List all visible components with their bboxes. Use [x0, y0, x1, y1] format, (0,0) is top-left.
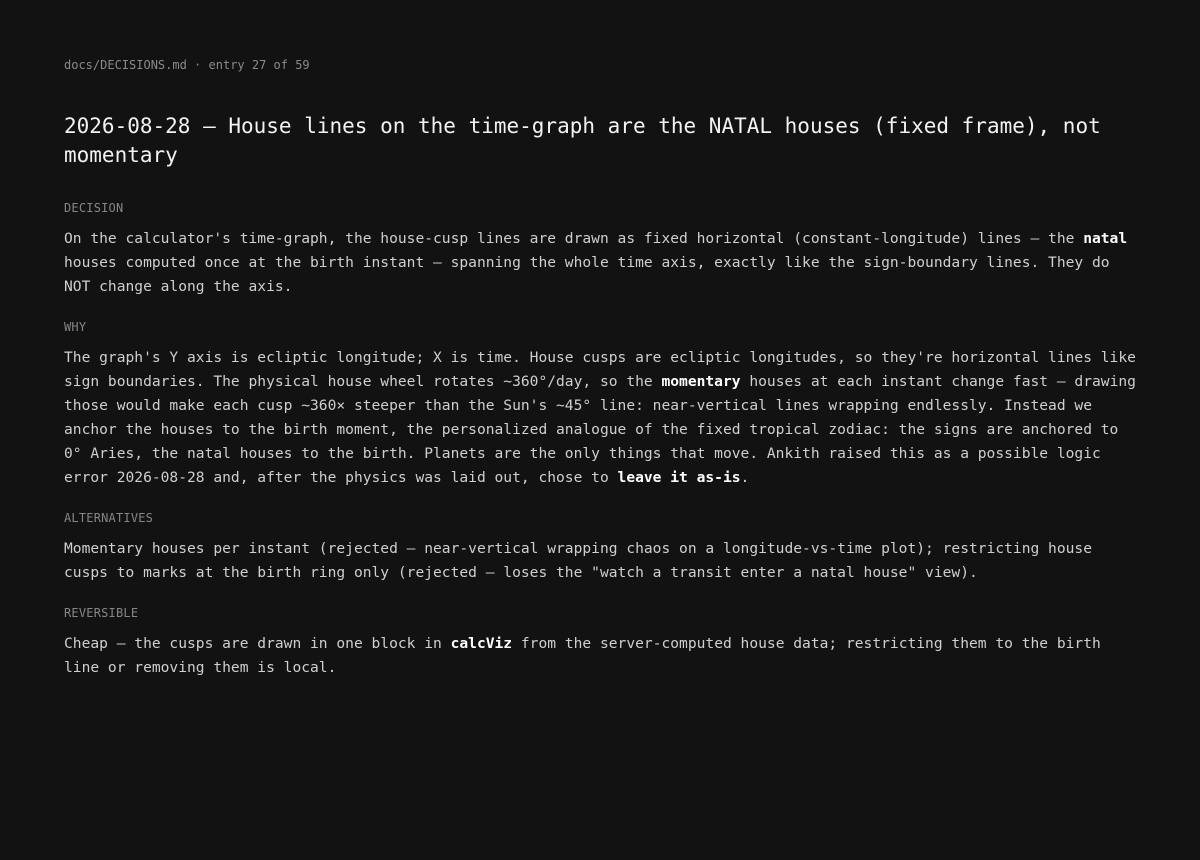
why-section — [64, 320, 1136, 490]
reversible-label: REVERSIBLE — [64, 606, 139, 620]
why-emphasis-momentary: momentary — [661, 373, 741, 390]
why-text-part: houses at each instant change fast — drawing those would make each cusp ~360× steeper than the Sun's ~45° line: near-vertical lines wrapping endlessly. Instead we anchor the houses to the birth moment, the personalized analogue of the fixed tropical zodiac: the signs are anchored to 0° Aries, the natal houses to the birth. Planets are the only things that move. Ankith raised this as a possible logic error 2026-08-28 and, after the physics was laid out, chose to — [64, 373, 1136, 486]
alternatives-section — [64, 511, 1136, 585]
reversible-emphasis-calcviz: calcViz — [450, 635, 513, 652]
alternatives-text: Momentary houses per instant (rejected — near-vertical wrapping chaos on a longitude-vs-time plot); restricting house cusps to marks at the birth ring only (rejected — loses the "watch a transit enter a natal house" view). — [64, 540, 1092, 581]
decision-text-part: houses computed once at the birth instant — spanning the whole time axis, exactly like the sign-boundary lines. They do NOT change along the axis. — [64, 254, 1110, 295]
decision-label: DECISION — [64, 201, 124, 215]
alternatives-label: ALTERNATIVES — [64, 511, 154, 525]
breadcrumb-separator: · — [186, 58, 209, 72]
breadcrumb-entry: entry 27 of 59 — [208, 58, 310, 72]
breadcrumb-path: docs/DECISIONS.md — [64, 58, 187, 72]
why-text — [64, 346, 1136, 490]
decision-emphasis-natal: natal — [1083, 230, 1128, 247]
reversible-text-part: Cheap — the cusps are drawn in one block in — [64, 635, 451, 652]
reversible-text — [64, 632, 1136, 680]
decision-section — [64, 201, 1136, 299]
why-text-part: . — [740, 469, 750, 486]
decision-text-part: On the calculator's time-graph, the house-cusp lines are drawn as fixed horizontal (constant-longitude) lines — the — [64, 230, 1084, 247]
entry-title: 2026-08-28 — House lines on the time-graph are the NATAL houses (fixed frame), not momentary — [64, 114, 1101, 167]
why-emphasis-leave-as-is: leave it as-is — [617, 469, 741, 486]
why-label: WHY — [64, 320, 87, 334]
reversible-text-part: from the server-computed house data; restricting them to the birth line or removing them is local. — [64, 635, 1101, 676]
decision-text — [64, 227, 1136, 299]
reversible-section — [64, 606, 1136, 680]
why-text-part: The graph's Y axis is ecliptic longitude; X is time. House cusps are ecliptic longitudes, so they're horizontal lines like sign boundaries. The physical house wheel rotates ~360°/day, so the — [64, 349, 1136, 390]
breadcrumb — [64, 58, 1136, 72]
